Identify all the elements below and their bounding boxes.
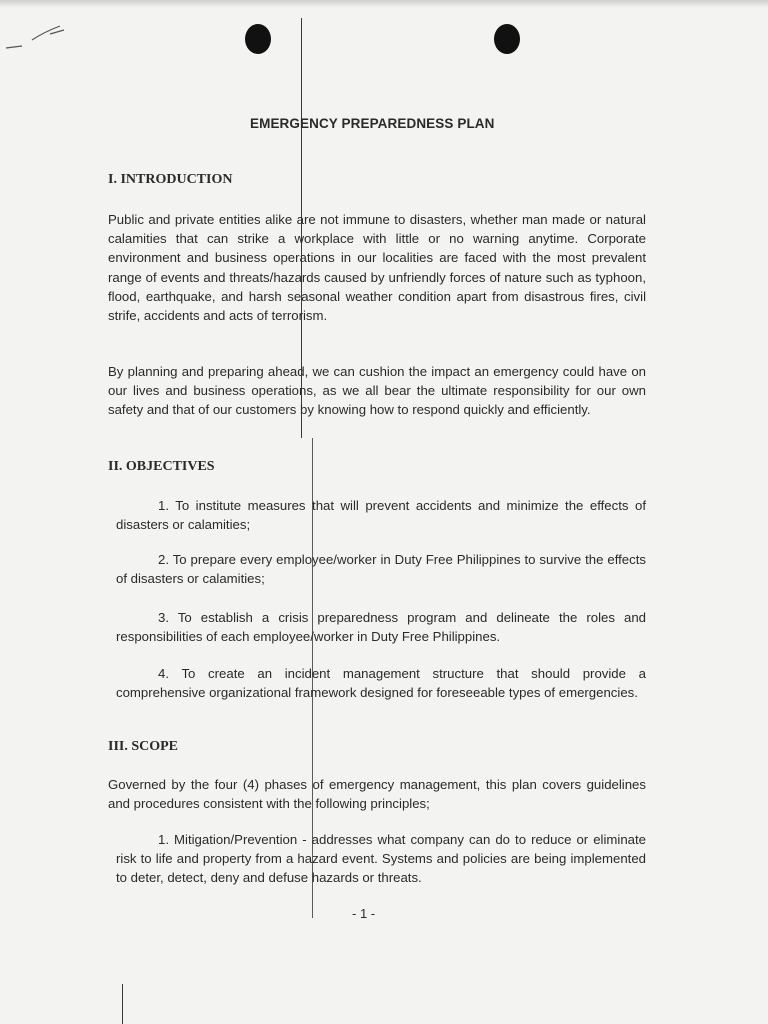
objective-item-3 (116, 608, 646, 646)
objective-item-2-text: 2. To prepare every employee/worker in Duty Free Philippines to survive the effects of disasters or calamities; (116, 552, 646, 587)
objective-item-4-text: 4. To create an incident management structure that should provide a comprehensive organizational framework designed for foreseeable types of emergencies. (116, 666, 646, 701)
scan-edge-shadow (0, 0, 768, 8)
page-number: - 1 - (352, 906, 376, 921)
objective-item-4 (116, 664, 646, 702)
punch-hole-left (245, 24, 271, 54)
scope-item-1 (116, 830, 646, 888)
scan-smudge-mark (2, 18, 72, 58)
section-heading-scope: III. SCOPE (108, 739, 179, 754)
introduction-paragraph-1: Public and private entities alike are not immune to disasters, whether man made or natural calamities that can strike a workplace with little or no warning anytime. Corporate environment and business operations in our localities are faced with the most prevalent range of events and threats/hazards caused by unfriendly forces of nature such as typhoon, flood, earthquake, and harsh seasonal weather condition apart from disastrous fires, civil strife, accidents and acts of terrorism. (108, 212, 646, 324)
objective-item-1 (116, 496, 646, 534)
punch-hole-right (494, 24, 520, 54)
objective-item-1-text: 1. To institute measures that will prevent accidents and minimize the effects of disasters or calamities; (116, 498, 646, 533)
section-heading-introduction: I. INTRODUCTION (108, 172, 233, 187)
document-title: EMERGENCY PREPAREDNESS PLAN (250, 116, 495, 131)
objective-item-3-text: 3. To establish a crisis preparedness program and delineate the roles and responsibilities of each employee/worker in Duty Free Philippines. (116, 610, 646, 645)
margin-crease-line (122, 984, 123, 1024)
introduction-paragraph-2: By planning and preparing ahead, we can cushion the impact an emergency could have on our lives and business operations, as we all bear the ultimate responsibility for our own safety and that of our customers by knowing how to respond quickly and efficiently. (108, 364, 646, 418)
objective-item-2 (116, 550, 646, 588)
scope-item-1-text: 1. Mitigation/Prevention - addresses what company can do to reduce or eliminate risk to life and property from a hazard event. Systems and policies are being implemented to deter, detect, deny and defuse hazards or threats. (116, 832, 646, 886)
section-heading-objectives: II. OBJECTIVES (108, 459, 215, 474)
scope-intro-paragraph: Governed by the four (4) phases of emergency management, this plan covers guidelines and procedures consistent with the following principles; (108, 777, 646, 812)
